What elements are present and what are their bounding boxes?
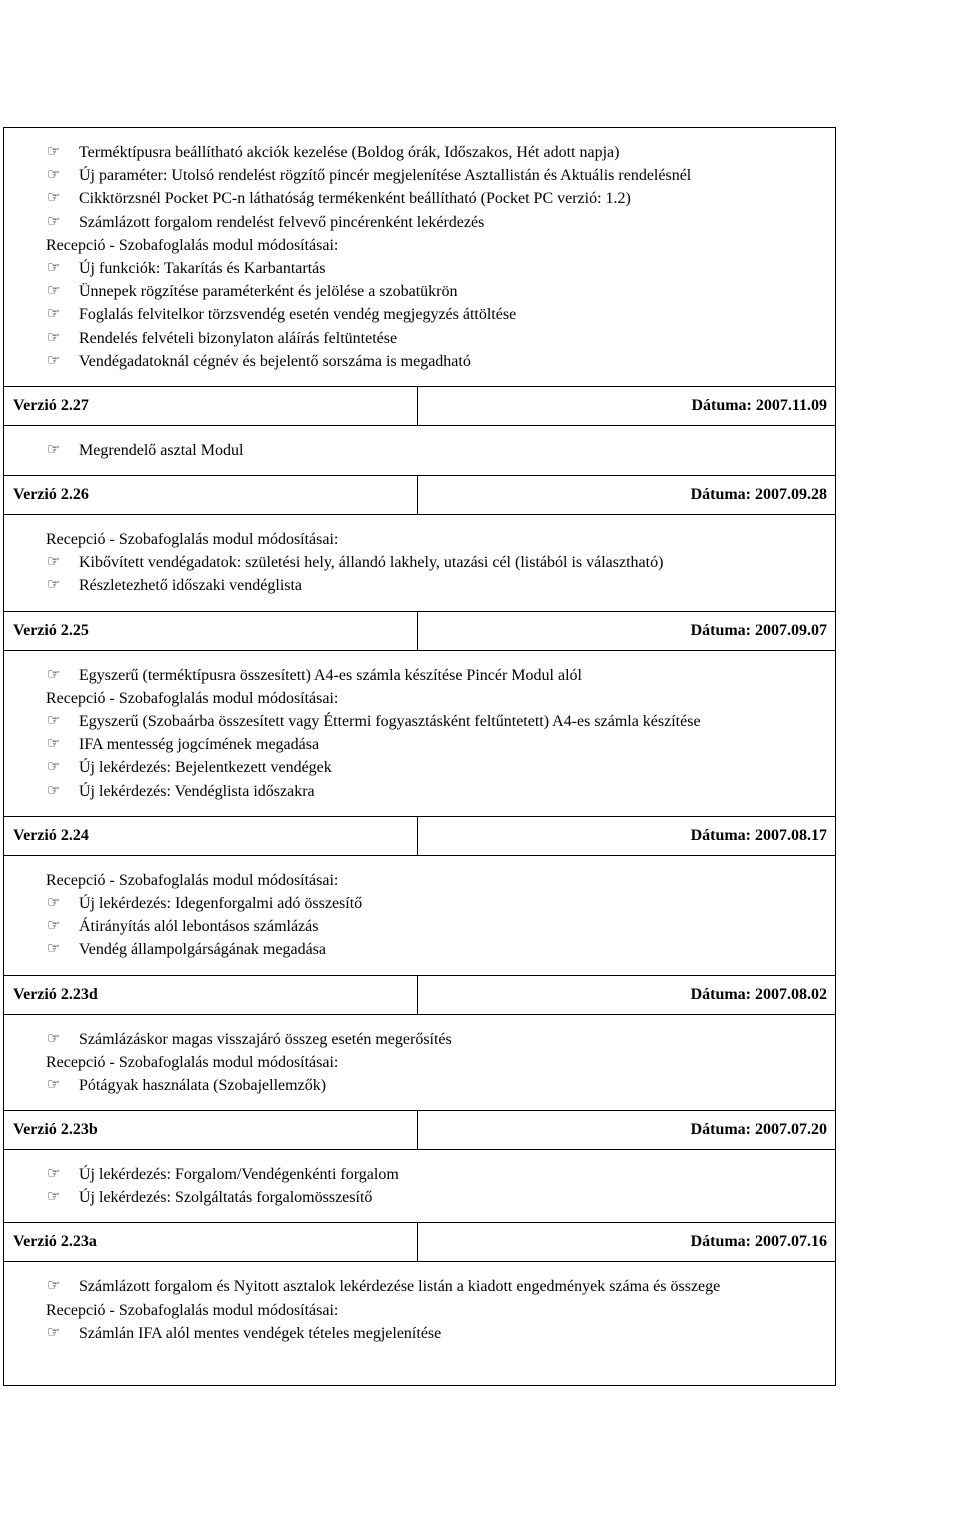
pointing-hand-icon: ☞ xyxy=(47,352,61,369)
pointing-hand-icon: ☞ xyxy=(47,1324,61,1341)
line-text: Részletezhető időszaki vendéglista xyxy=(79,577,303,595)
line-text: IFA mentesség jogcímének megadása xyxy=(79,736,320,754)
line-text: Átirányítás alól lebontásos számlázás xyxy=(79,918,319,936)
pointing-hand-icon: ☞ xyxy=(47,329,61,346)
section-lines xyxy=(4,651,835,816)
version-date: Dátuma: 2007.07.16 xyxy=(690,1233,827,1251)
bullet-item xyxy=(4,211,835,234)
version-date: Dátuma: 2007.09.28 xyxy=(690,486,827,504)
line-text: Foglalás felvitelkor törzsvendég esetén vendég megjegyzés áttöltése xyxy=(79,306,517,324)
version-header xyxy=(4,976,835,1015)
bullet-item xyxy=(4,303,835,326)
line-text: Számlázáskor magas visszajáró összeg esetén megerősítés xyxy=(79,1030,452,1048)
line-text: Új lekérdezés: Forgalom/Vendégenkénti forgalom xyxy=(79,1166,399,1184)
line-text: Recepció - Szobafoglalás modul módosításai: xyxy=(46,689,339,707)
version-label: Verzió 2.23b xyxy=(4,1111,418,1149)
pointing-hand-icon: ☞ xyxy=(47,283,61,300)
version-date: Dátuma: 2007.09.07 xyxy=(690,621,827,639)
pointing-hand-icon: ☞ xyxy=(47,1166,61,1183)
pointing-hand-icon: ☞ xyxy=(47,1076,61,1093)
pointing-hand-icon: ☞ xyxy=(47,190,61,207)
version-label: Verzió 2.26 xyxy=(4,476,418,514)
subsection-label xyxy=(4,234,835,257)
bullet-item xyxy=(4,439,835,462)
changelog-document xyxy=(3,127,836,1386)
line-text: Új lekérdezés: Szolgáltatás forgalomösszesítő xyxy=(79,1189,373,1207)
line-text: Recepció - Szobafoglalás modul módosításai: xyxy=(46,871,339,889)
subsection-label xyxy=(4,1299,835,1322)
line-text: Új lekérdezés: Idegenforgalmi adó összesítő xyxy=(79,894,363,912)
pointing-hand-icon: ☞ xyxy=(47,577,61,594)
subsection-label xyxy=(4,1051,835,1074)
line-text: Megrendelő asztal Modul xyxy=(79,441,244,459)
pointing-hand-icon: ☞ xyxy=(47,441,61,458)
version-label: Verzió 2.23d xyxy=(4,976,418,1014)
pointing-hand-icon: ☞ xyxy=(47,213,61,230)
pointing-hand-icon: ☞ xyxy=(47,918,61,935)
version-date: Dátuma: 2007.07.20 xyxy=(690,1121,827,1139)
changelog-section xyxy=(3,612,836,817)
line-text: Vendégadatoknál cégnév és bejelentő sorszáma is megadható xyxy=(79,352,471,370)
version-header xyxy=(4,1223,835,1262)
bullet-item xyxy=(4,551,835,574)
bullet-item xyxy=(4,187,835,210)
line-text: Új lekérdezés: Vendéglista időszakra xyxy=(79,782,315,800)
version-label: Verzió 2.24 xyxy=(4,817,418,855)
bullet-item xyxy=(4,141,835,164)
line-text: Számlázott forgalom és Nyitott asztalok lekérdezése listán a kiadott engedmények száma és összege xyxy=(79,1278,721,1296)
line-text: Új lekérdezés: Bejelentkezett vendégek xyxy=(79,759,332,777)
changelog-section xyxy=(3,817,836,976)
line-text: Kibővített vendégadatok: születési hely, állandó lakhely, utazási cél (listából is választható) xyxy=(79,554,664,572)
section-lines xyxy=(4,128,835,386)
version-header xyxy=(4,817,835,856)
line-text: Számlán IFA alól mentes vendégek tételes megjelenítése xyxy=(79,1324,442,1342)
section-lines xyxy=(4,515,835,611)
line-text: Pótágyak használata (Szobajellemzők) xyxy=(79,1076,327,1094)
pointing-hand-icon: ☞ xyxy=(47,306,61,323)
bullet-item xyxy=(4,280,835,303)
bullet-item xyxy=(4,574,835,597)
changelog-section xyxy=(3,976,836,1112)
bullet-item xyxy=(4,1163,835,1186)
line-text: Recepció - Szobafoglalás modul módosításai: xyxy=(46,236,339,254)
version-date: Dátuma: 2007.11.09 xyxy=(691,396,827,414)
version-header xyxy=(4,612,835,651)
bullet-item xyxy=(4,733,835,756)
section-lines xyxy=(4,426,835,475)
line-text: Új paraméter: Utolsó rendelést rögzítő pincér megjelenítése Asztallistán és Aktuális rendelésnél xyxy=(79,167,692,185)
version-header xyxy=(4,387,835,426)
subsection-label xyxy=(4,528,835,551)
line-text: Vendég állampolgárságának megadása xyxy=(79,941,327,959)
changelog-section xyxy=(3,1223,836,1386)
version-label: Verzió 2.25 xyxy=(4,612,418,650)
line-text: Új funkciók: Takarítás és Karbantartás xyxy=(79,259,326,277)
bullet-item xyxy=(4,257,835,280)
changelog-section xyxy=(3,127,836,387)
pointing-hand-icon: ☞ xyxy=(47,782,61,799)
pointing-hand-icon: ☞ xyxy=(47,894,61,911)
section-lines xyxy=(4,1150,835,1222)
line-text: Recepció - Szobafoglalás modul módosításai: xyxy=(46,1053,339,1071)
pointing-hand-icon: ☞ xyxy=(47,144,61,160)
version-date: Dátuma: 2007.08.02 xyxy=(690,985,827,1003)
bullet-item xyxy=(4,1186,835,1209)
line-text: Egyszerű (Szobaárba összesített vagy Éttermi fogyasztásként feltűntetett) A4-es számla készítése xyxy=(79,713,701,730)
pointing-hand-icon: ☞ xyxy=(47,1278,61,1295)
bullet-item xyxy=(4,756,835,779)
bullet-item xyxy=(4,350,835,373)
pointing-hand-icon: ☞ xyxy=(47,167,61,184)
section-lines xyxy=(4,1262,835,1385)
section-lines xyxy=(4,1015,835,1111)
line-text: Cikktörzsnél Pocket PC-n láthatóság termékenként beállítható (Pocket PC verzió: 1.2) xyxy=(79,190,631,208)
pointing-hand-icon: ☞ xyxy=(47,1189,61,1206)
line-text: Számlázott forgalom rendelést felvevő pincérenként lekérdezés xyxy=(79,213,485,231)
subsection-label xyxy=(4,869,835,892)
pointing-hand-icon: ☞ xyxy=(47,941,61,958)
line-text: Egyszerű (terméktípusra összesített) A4-es számla készítése Pincér Modul alól xyxy=(79,666,582,684)
bullet-item xyxy=(4,780,835,803)
bullet-item xyxy=(4,1275,835,1298)
version-date: Dátuma: 2007.08.17 xyxy=(690,826,827,844)
bullet-item xyxy=(4,1322,835,1345)
bullet-item xyxy=(4,327,835,350)
bullet-item xyxy=(4,164,835,187)
pointing-hand-icon: ☞ xyxy=(47,1030,61,1047)
changelog-section xyxy=(3,476,836,612)
changelog-section xyxy=(3,1111,836,1223)
line-text: Recepció - Szobafoglalás modul módosításai: xyxy=(46,1301,339,1319)
line-text: Recepció - Szobafoglalás modul módosításai: xyxy=(46,531,339,549)
version-label: Verzió 2.27 xyxy=(4,387,418,425)
line-text: Rendelés felvételi bizonylaton aláírás feltüntetése xyxy=(79,329,398,347)
pointing-hand-icon: ☞ xyxy=(47,736,61,753)
pointing-hand-icon: ☞ xyxy=(47,713,61,729)
version-label: Verzió 2.23a xyxy=(4,1223,418,1261)
bullet-item xyxy=(4,892,835,915)
bullet-item xyxy=(4,915,835,938)
pointing-hand-icon: ☞ xyxy=(47,259,61,276)
pointing-hand-icon: ☞ xyxy=(47,554,61,571)
changelog-section xyxy=(3,387,836,476)
subsection-label xyxy=(4,687,835,710)
bullet-item xyxy=(4,1074,835,1097)
bullet-item xyxy=(4,938,835,961)
line-text: Ünnepek rögzítése paraméterként és jelölése a szobatükrön xyxy=(79,283,458,301)
bullet-item xyxy=(4,664,835,687)
bullet-item xyxy=(4,710,835,733)
bullet-item xyxy=(4,1028,835,1051)
section-lines xyxy=(4,856,835,975)
line-text: Terméktípusra beállítható akciók kezelése (Boldog órák, Időszakos, Hét adott napja) xyxy=(79,144,620,161)
version-header xyxy=(4,1111,835,1150)
pointing-hand-icon: ☞ xyxy=(47,666,61,683)
version-header xyxy=(4,476,835,515)
pointing-hand-icon: ☞ xyxy=(47,759,61,776)
